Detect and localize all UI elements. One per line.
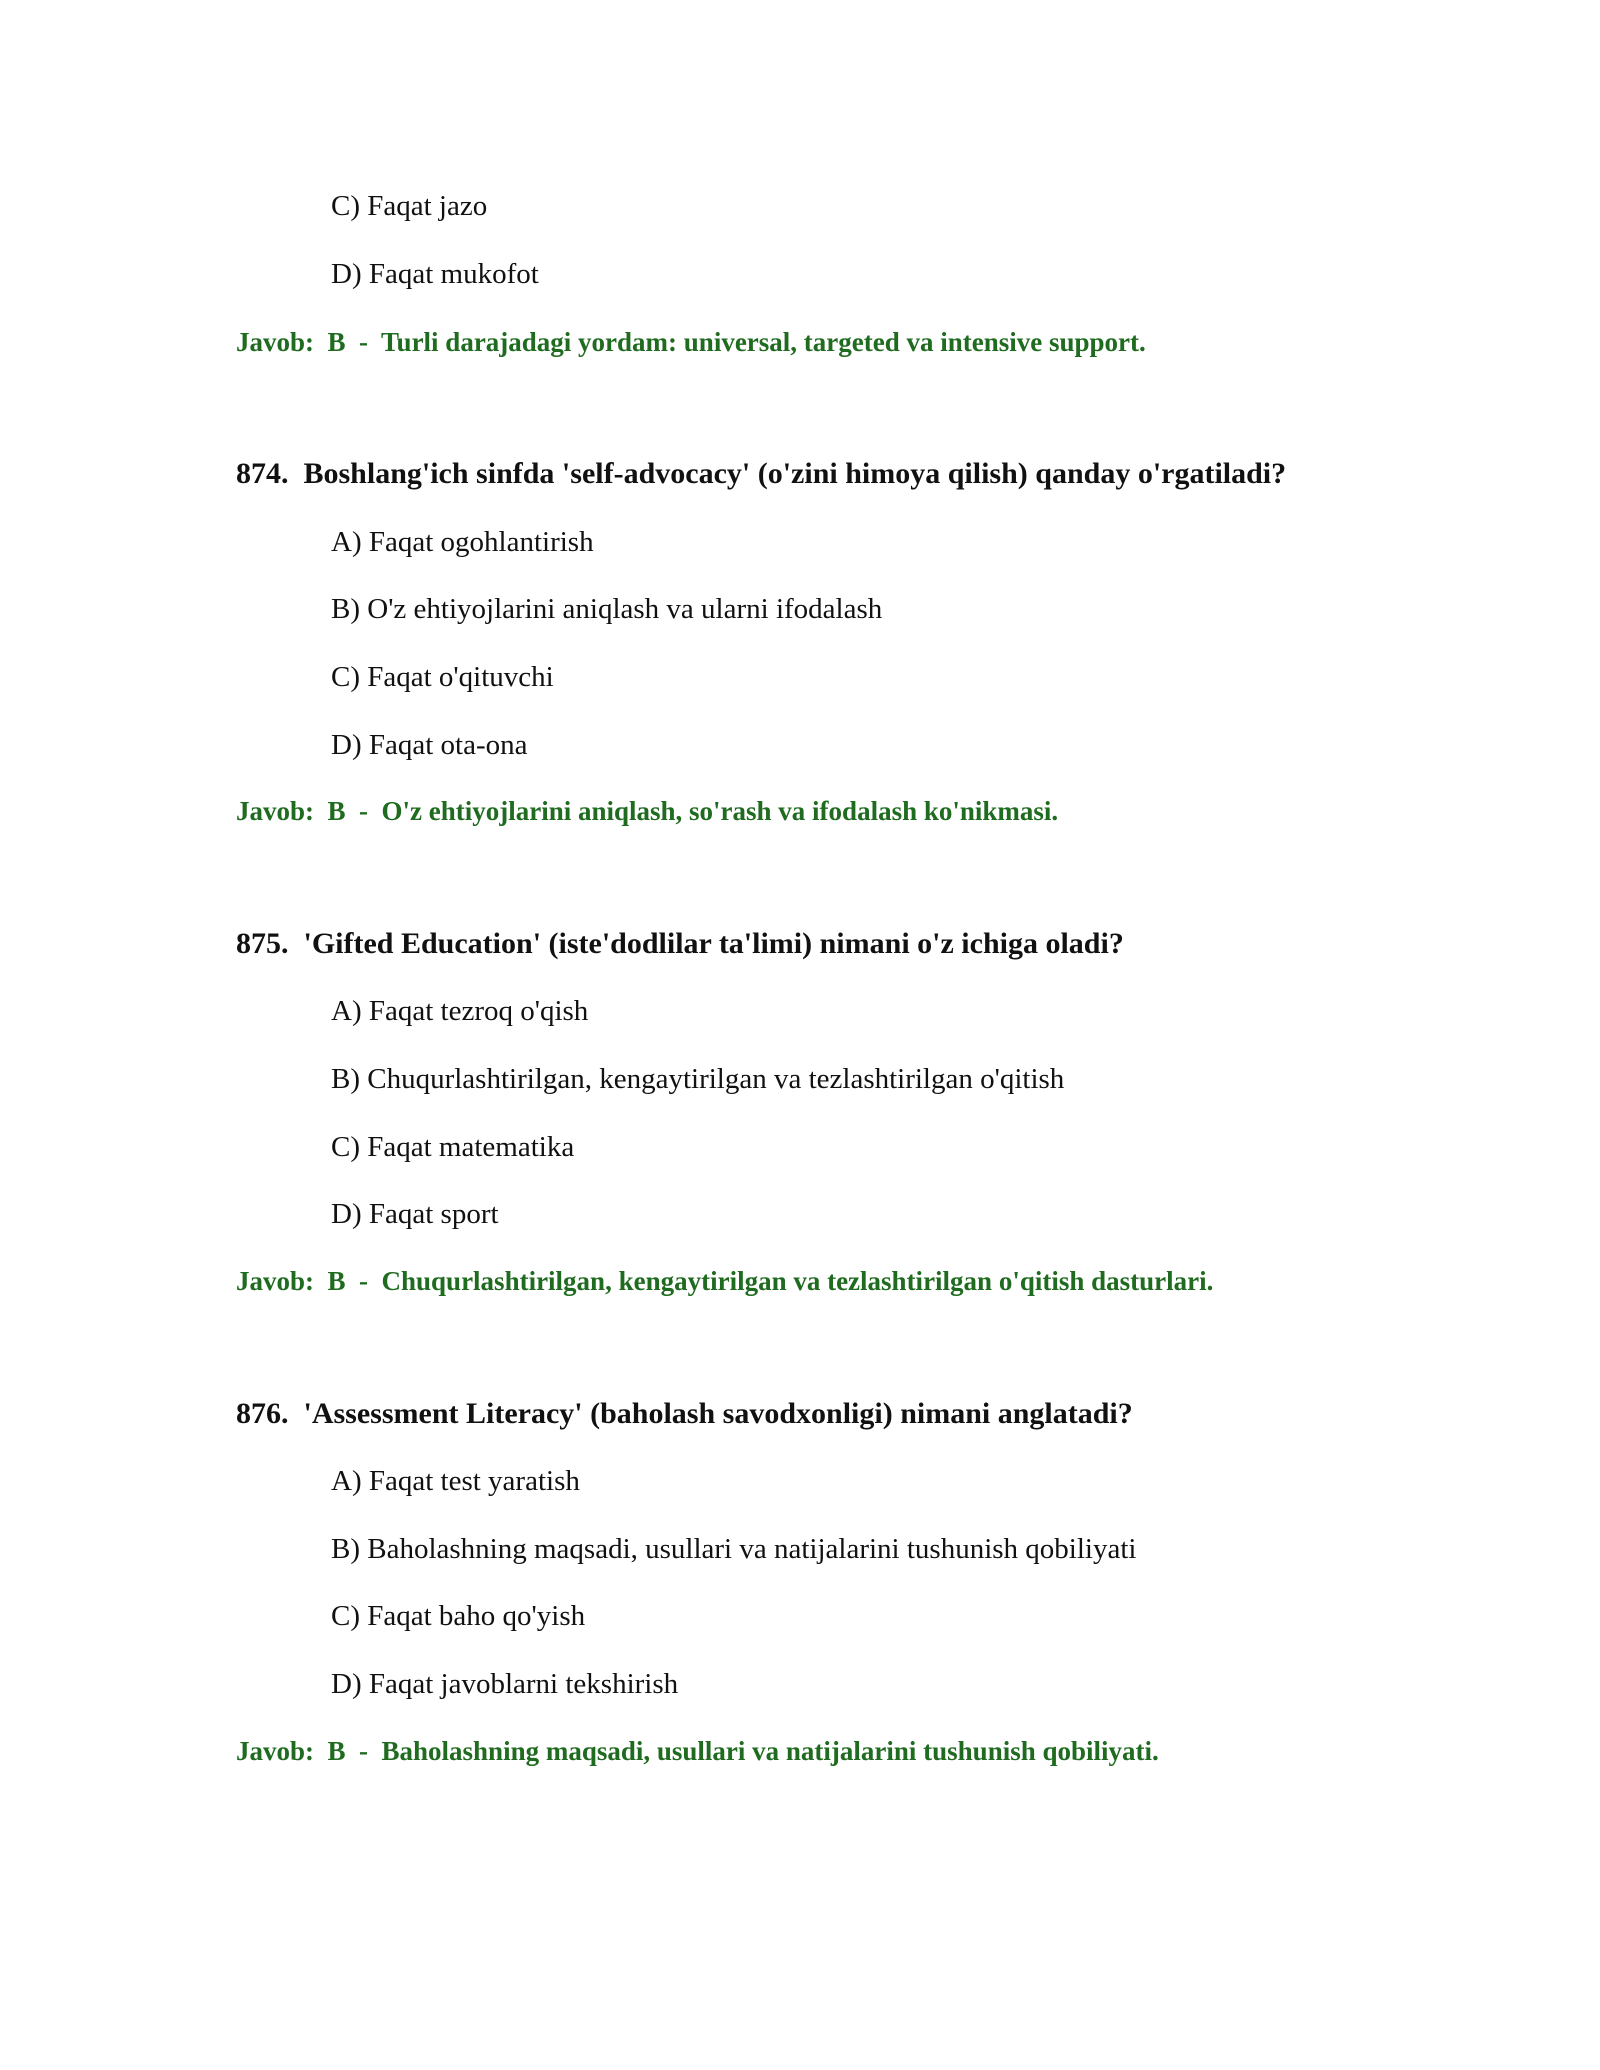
option-a: A) Faqat tezroq o'qish bbox=[331, 995, 589, 1027]
answer-line: Javob: B - O'z ehtiyojlarini aniqlash, so'rash va ifodalash ko'nikmasi. bbox=[236, 796, 1059, 826]
question-text: 'Gifted Education' (iste'dodlilar ta'limi) nimani o'z ichiga oladi? bbox=[303, 927, 1124, 960]
question-number: 876. bbox=[236, 1397, 289, 1430]
question-number: 875. bbox=[236, 927, 289, 960]
option-c: C) Faqat baho qo'yish bbox=[331, 1600, 586, 1632]
option-d: D) Faqat sport bbox=[331, 1198, 499, 1230]
option-d: D) Faqat mukofot bbox=[331, 258, 539, 290]
option-b: B) Baholashning maqsadi, usullari va natijalarini tushunish qobiliyati bbox=[331, 1533, 1137, 1565]
question-number: 874. bbox=[236, 457, 289, 490]
answer-line: Javob: B - Chuqurlashtirilgan, kengaytirilgan va tezlashtirilgan o'qitish dasturlari. bbox=[236, 1266, 1214, 1296]
question-text: 'Assessment Literacy' (baholash savodxonligi) nimani anglatadi? bbox=[303, 1397, 1133, 1430]
option-c: C) Faqat jazo bbox=[331, 190, 488, 222]
answer-line: Javob: B - Turli darajadagi yordam: universal, targeted va intensive support. bbox=[236, 327, 1146, 357]
question-875 bbox=[236, 925, 1124, 963]
option-a: A) Faqat ogohlantirish bbox=[331, 526, 594, 558]
option-c: C) Faqat matematika bbox=[331, 1131, 575, 1163]
option-b: B) Chuqurlashtirilgan, kengaytirilgan va tezlashtirilgan o'qitish bbox=[331, 1063, 1065, 1095]
option-a: A) Faqat test yaratish bbox=[331, 1465, 580, 1497]
question-876 bbox=[236, 1395, 1133, 1433]
question-874 bbox=[236, 455, 1286, 493]
option-c: C) Faqat o'qituvchi bbox=[331, 661, 554, 693]
option-d: D) Faqat javoblarni tekshirish bbox=[331, 1668, 679, 1700]
answer-line: Javob: B - Baholashning maqsadi, usullari va natijalarini tushunish qobiliyati. bbox=[236, 1736, 1159, 1766]
question-text: Boshlang'ich sinfda 'self-advocacy' (o'zini himoya qilish) qanday o'rgatiladi? bbox=[303, 457, 1287, 490]
option-d: D) Faqat ota-ona bbox=[331, 729, 528, 761]
option-b: B) O'z ehtiyojlarini aniqlash va ularni ifodalash bbox=[331, 593, 883, 625]
